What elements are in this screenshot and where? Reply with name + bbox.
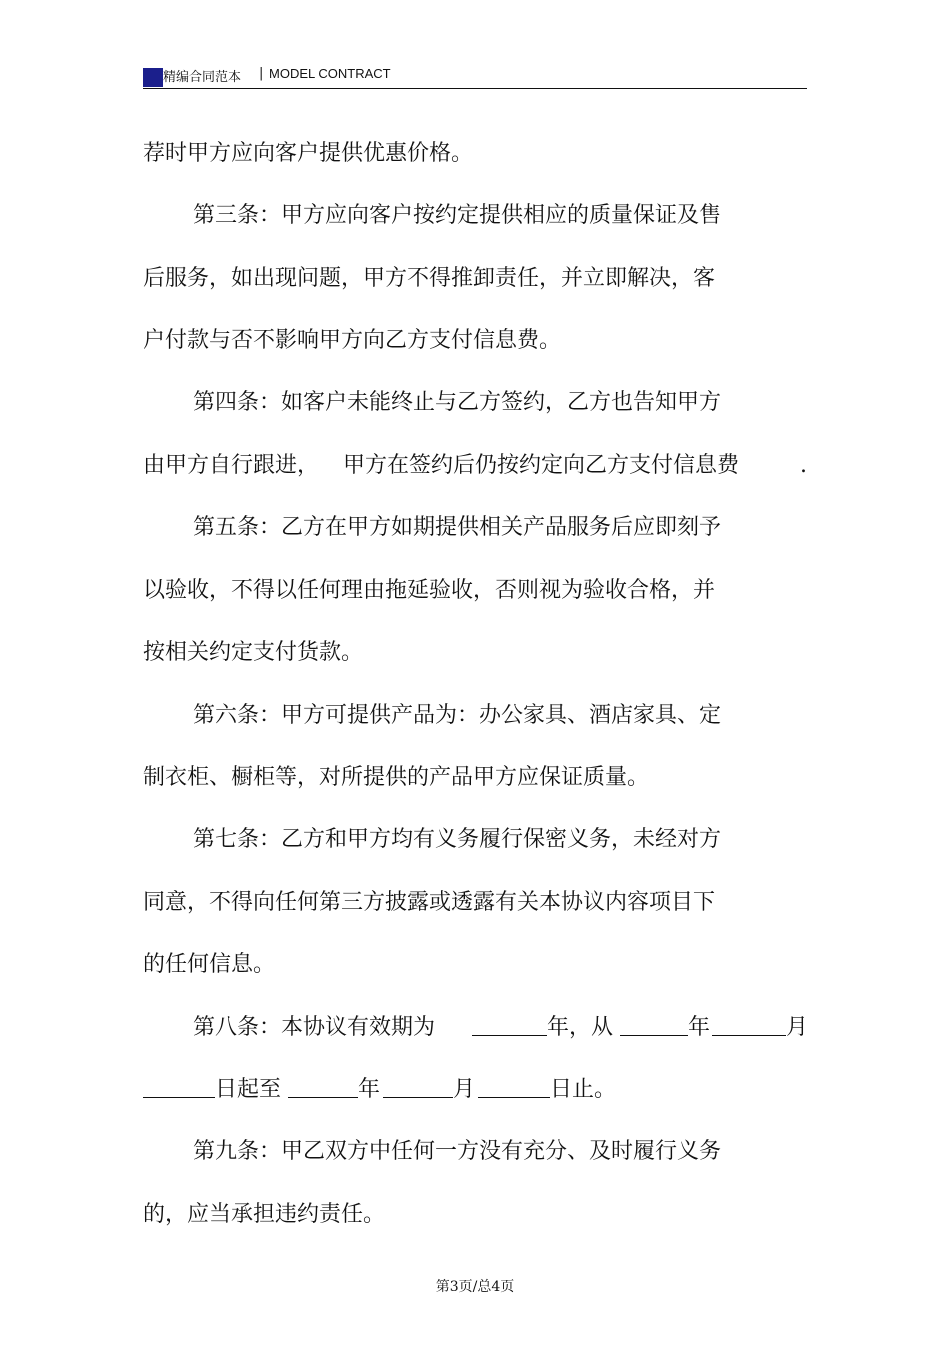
- body-line: 的，应当承担违约责任。: [143, 1202, 386, 1227]
- article-5-line: 第五条：乙方在甲方如期提供相关产品服务后应即刻予: [193, 515, 722, 540]
- article-4-line: 第四条：如客户未能终止与乙方签约，乙方也告知甲方: [193, 390, 722, 415]
- header-separator: |: [259, 66, 264, 81]
- body-text: 年: [358, 1077, 381, 1102]
- blank-field[interactable]: [143, 1075, 215, 1098]
- blank-field[interactable]: [620, 1013, 688, 1036]
- body-text: 日止。: [550, 1077, 617, 1102]
- body-text: 月: [453, 1077, 476, 1102]
- blank-field[interactable]: [478, 1075, 550, 1098]
- body-text: 年: [688, 1015, 711, 1040]
- body-line: 后服务，如出现问题，甲方不得推卸责任，并立即解决，客: [143, 266, 716, 291]
- blank-field[interactable]: [472, 1013, 547, 1036]
- header-title: 精编合同范本: [163, 70, 242, 85]
- body-line: 荐时甲方应向客户提供优惠价格。: [143, 141, 474, 166]
- blank-field[interactable]: [712, 1013, 786, 1036]
- body-line: 制衣柜、橱柜等，对所提供的产品甲方应保证质量。: [143, 765, 650, 790]
- header-rule: [143, 88, 807, 89]
- body-line: 户付款与否不影响甲方向乙方支付信息费。: [143, 328, 562, 353]
- body-line: 甲方在签约后仍按约定向乙方支付信息费: [343, 453, 740, 478]
- body-line: 按相关约定支付货款。: [143, 640, 364, 665]
- blank-field[interactable]: [383, 1075, 453, 1098]
- page-number: 第3页/总4页: [435, 1279, 515, 1295]
- blank-field[interactable]: [288, 1075, 358, 1098]
- body-line: 的任何信息。: [143, 952, 276, 977]
- article-3-line: 第三条：甲方应向客户按约定提供相应的质量保证及售: [193, 203, 722, 228]
- article-7-line: 第七条：乙方和甲方均有义务履行保密义务，未经对方: [193, 827, 722, 852]
- article-9-line: 第九条：甲乙双方中任何一方没有充分、及时履行义务: [193, 1139, 722, 1164]
- trailing-period: .: [800, 453, 807, 478]
- article-6-line: 第六条：甲方可提供产品为：办公家具、酒店家具、定: [193, 703, 722, 728]
- body-text: 月: [786, 1015, 809, 1040]
- body-line: 以验收，不得以任何理由拖延验收，否则视为验收合格，并: [143, 578, 716, 603]
- body-text: 日起至: [215, 1077, 282, 1102]
- body-text: 年，从: [547, 1015, 614, 1040]
- article-8-line: 第八条：本协议有效期为: [193, 1015, 436, 1040]
- header-logo-icon: [143, 68, 163, 87]
- body-line: 由甲方自行跟进，: [143, 453, 320, 478]
- header-subtitle: MODEL CONTRACT: [269, 66, 391, 81]
- body-line: 同意，不得向任何第三方披露或透露有关本协议内容项目下: [143, 890, 716, 915]
